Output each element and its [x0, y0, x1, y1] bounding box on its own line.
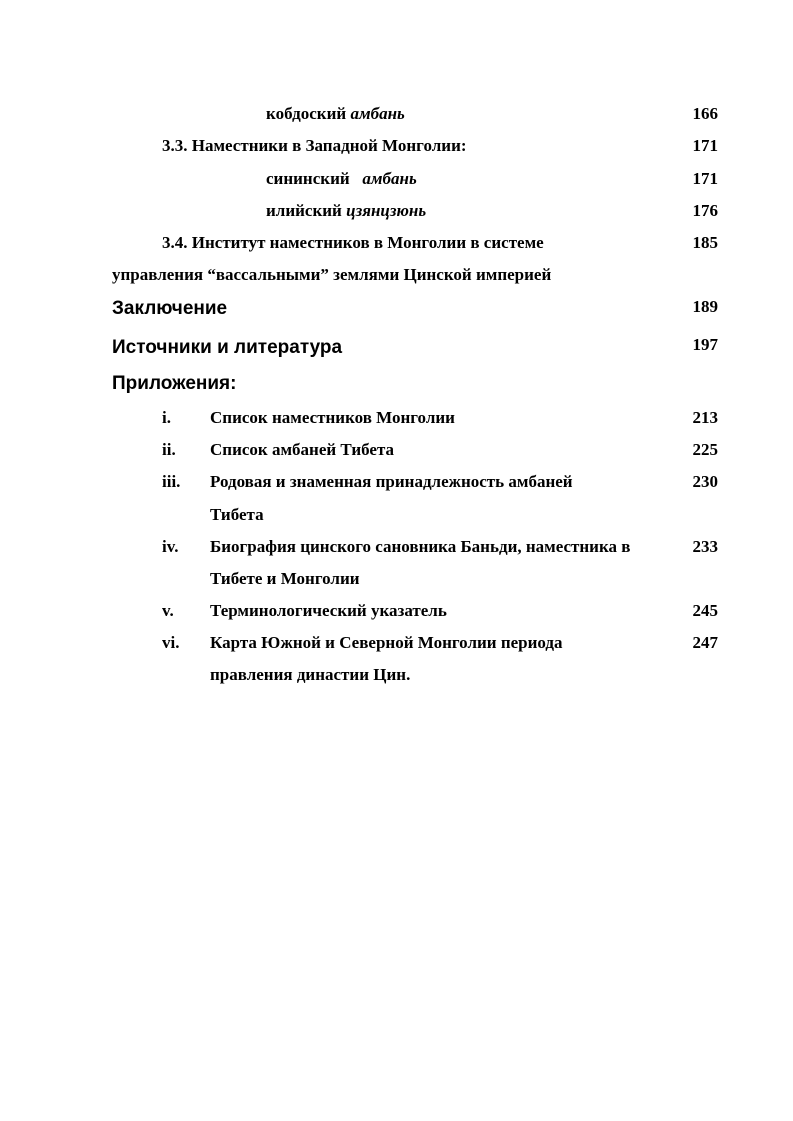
section-3-4-title-line1: 3.4. Институт наместников в Монголии в системе: [162, 233, 544, 252]
page-number: 185: [692, 233, 718, 252]
page-number: 225: [692, 440, 718, 459]
toc-entry-term: амбань: [350, 104, 405, 123]
toc-entry-sinin: [266, 169, 417, 189]
page-number: 197: [692, 335, 718, 354]
section-3-4-title-line2: управления “вассальными” землями Цинской империей: [112, 265, 552, 284]
appendix-number: iii.: [162, 472, 181, 491]
toc-entry-ili: [266, 201, 426, 221]
appendix-title-continuation: правления династии Цин.: [210, 665, 411, 684]
appendix-title-continuation: Тибета: [210, 505, 264, 524]
toc-entry-kobdo: [266, 104, 405, 124]
section-3-3-title: 3.3. Наместники в Западной Монголии:: [162, 136, 467, 155]
toc-entry-prefix: сининский: [266, 169, 363, 188]
appendix-title: Карта Южной и Северной Монголии периода: [210, 633, 563, 652]
page-number: 166: [692, 104, 718, 123]
appendix-number: vi.: [162, 633, 180, 652]
appendix-title-continuation: Тибете и Монголии: [210, 569, 360, 588]
appendix-number: iv.: [162, 537, 179, 556]
page-number: 171: [692, 169, 718, 188]
page-number: 245: [692, 601, 718, 620]
appendix-title: Биография цинского сановника Баньди, наместника в: [210, 537, 631, 556]
toc-entry-prefix: кобдоский: [266, 104, 351, 123]
appendices-title: Приложения:: [112, 373, 237, 394]
page-number: 213: [692, 408, 718, 427]
page-number: 247: [692, 633, 718, 652]
toc-entry-term: амбань: [362, 169, 417, 188]
appendix-title: Терминологический указатель: [210, 601, 447, 620]
page-number: 189: [692, 297, 718, 316]
appendix-number: v.: [162, 601, 174, 620]
page-number: 176: [692, 201, 718, 220]
conclusion-title: Заключение: [112, 298, 228, 319]
page-number: 230: [692, 472, 718, 491]
appendix-title: Родовая и знаменная принадлежность амбаней: [210, 472, 573, 491]
toc-entry-prefix: илийский: [266, 201, 347, 220]
toc-entry-term: цзянцзюнь: [346, 201, 427, 220]
page-number: 233: [692, 537, 718, 556]
appendix-title: Список амбаней Тибета: [210, 440, 395, 459]
page-number: 171: [692, 136, 718, 155]
sources-title: Источники и литература: [112, 337, 343, 358]
appendix-number: i.: [162, 408, 171, 427]
appendix-title: Список наместников Монголии: [210, 408, 455, 427]
appendix-number: ii.: [162, 440, 176, 459]
